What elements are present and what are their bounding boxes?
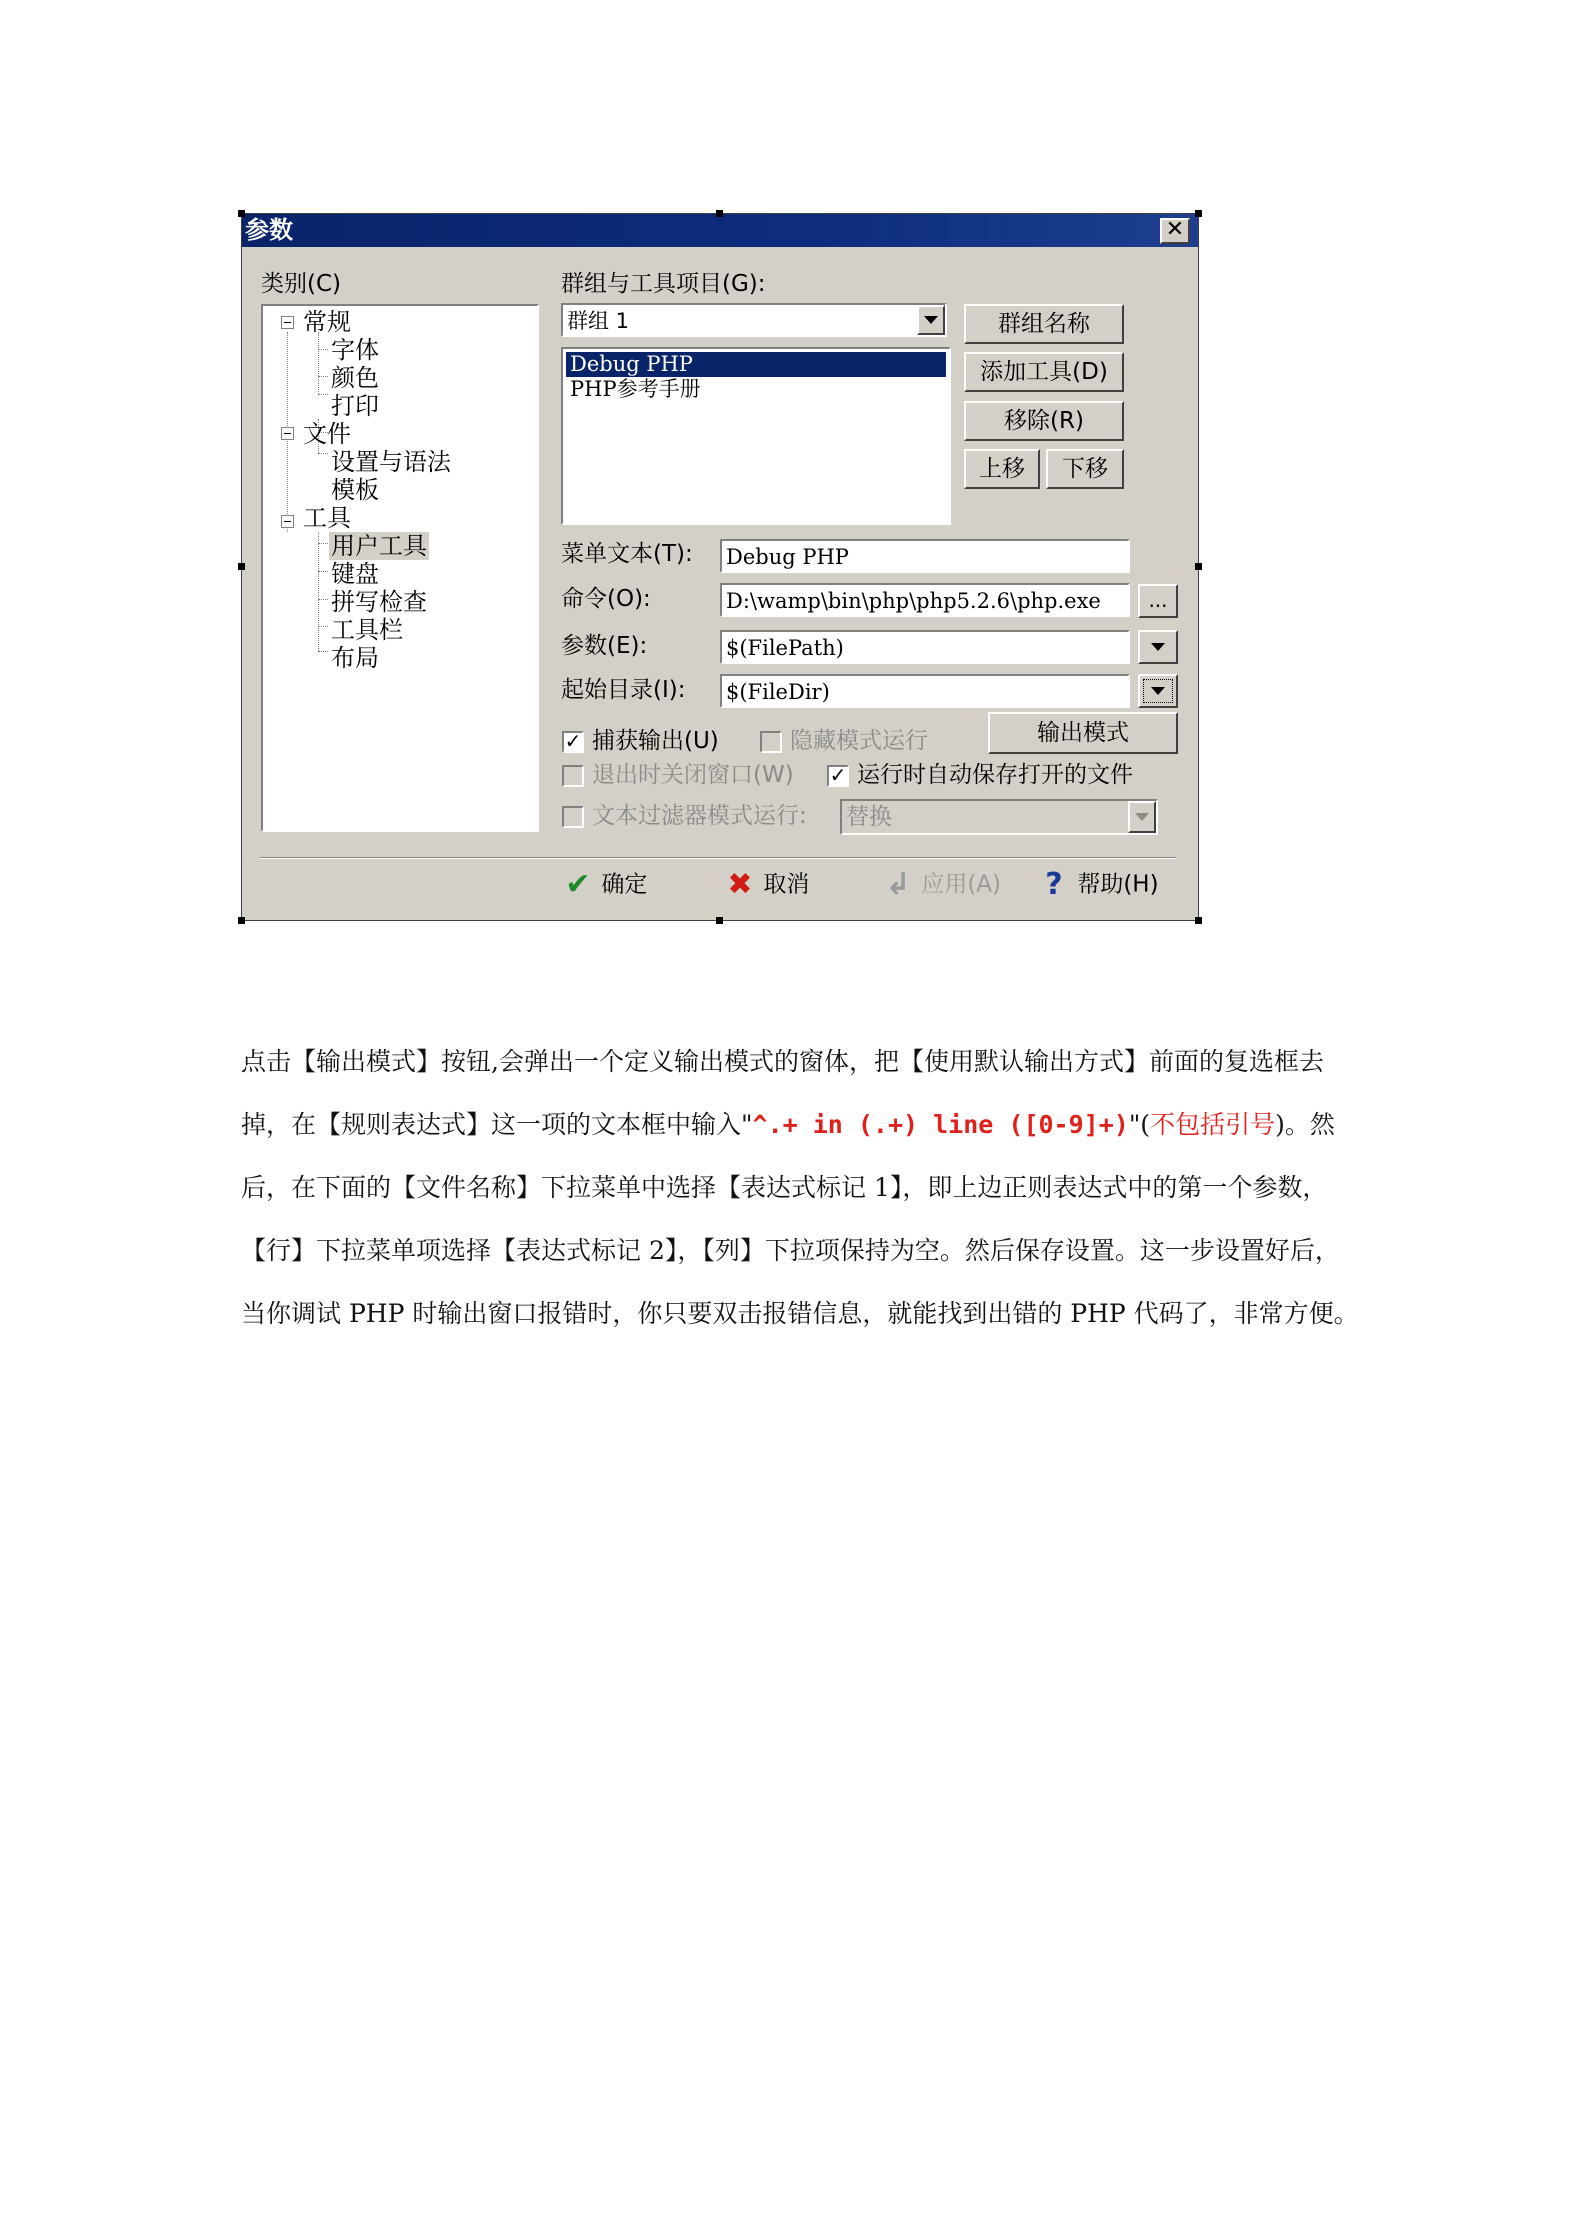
close-button[interactable]: [1160, 218, 1190, 244]
ok-label: 确定: [601, 871, 648, 898]
list-item-debug-php[interactable]: Debug PHP: [566, 352, 946, 377]
check-mark-icon: ✓: [829, 763, 847, 787]
paragraph-text-1: 点击【输出模式】按钮,会弹出一个定义输出模式的窗体，把【使用默认输出方式】前面的复选框去掉，在【规则表达式】这一项的文本框中输入": [241, 1047, 1324, 1139]
close-icon: ✕: [1165, 217, 1185, 242]
browse-command-button[interactable]: ...: [1138, 584, 1178, 618]
regex-code: ^.+ in (.+) line ([0-9]+): [752, 1110, 1129, 1139]
category-tree[interactable]: [261, 304, 539, 832]
tree-item-file[interactable]: 文件: [303, 420, 351, 448]
tree-item-keyboard[interactable]: 键盘: [331, 560, 379, 588]
filter-mode-select[interactable]: [840, 799, 1158, 835]
command-label: 命令(O):: [561, 586, 651, 612]
tree-item-tools[interactable]: 工具: [303, 504, 351, 532]
text-filter-checkbox[interactable]: [562, 806, 584, 828]
group-select[interactable]: [561, 303, 947, 337]
list-item-php-manual[interactable]: PHP参考手册: [570, 377, 701, 401]
tree-item-general[interactable]: 常规: [303, 308, 351, 336]
start-dir-value: $(FileDir): [726, 680, 830, 704]
help-label: 帮助(H): [1077, 871, 1159, 898]
capture-output-label[interactable]: 捕获输出(U): [592, 728, 719, 754]
apply-button[interactable]: [882, 866, 1001, 902]
group-name-button[interactable]: 群组名称: [964, 304, 1124, 344]
dialog-title: 参数: [242, 214, 1198, 247]
ok-button[interactable]: [562, 866, 648, 902]
cancel-button[interactable]: [724, 866, 810, 902]
group-tools-label: 群组与工具项目(G):: [561, 271, 766, 297]
chevron-down-icon: [1151, 643, 1165, 651]
resize-handle: [238, 563, 245, 570]
hidden-mode-checkbox[interactable]: [760, 731, 782, 753]
start-dir-dropdown-button[interactable]: [1138, 674, 1178, 708]
tree-item-user-tools[interactable]: 用户工具: [331, 532, 427, 560]
tree-item-print[interactable]: 打印: [331, 392, 379, 420]
tree-item-color[interactable]: 颜色: [331, 364, 379, 392]
help-button[interactable]: [1038, 866, 1159, 902]
tree-item-layout[interactable]: 布局: [331, 644, 379, 672]
category-label: 类别(C): [261, 271, 342, 297]
text-filter-label[interactable]: 文本过滤器模式运行:: [592, 803, 807, 829]
collapse-tools-icon[interactable]: [281, 515, 294, 528]
resize-handle: [716, 210, 723, 217]
check-mark-icon: ✓: [564, 729, 582, 753]
group-dropdown-button[interactable]: [917, 305, 945, 335]
menu-text-label: 菜单文本(T):: [561, 541, 693, 567]
menu-text-input[interactable]: [720, 539, 1130, 573]
resize-handle: [238, 917, 245, 924]
help-question-icon: ?: [1045, 866, 1063, 902]
output-mode-button[interactable]: 输出模式: [988, 712, 1178, 754]
parameters-dialog: [241, 213, 1199, 921]
capture-output-checkbox[interactable]: [562, 731, 584, 753]
tree-item-font[interactable]: 字体: [331, 336, 379, 364]
collapse-file-icon[interactable]: [281, 427, 294, 440]
paragraph-text-2: "(: [1128, 1110, 1151, 1139]
command-input[interactable]: [720, 583, 1130, 617]
move-down-button[interactable]: 下移: [1046, 449, 1124, 489]
autosave-label[interactable]: 运行时自动保存打开的文件: [857, 762, 1133, 788]
resize-handle: [238, 210, 245, 217]
cancel-label: 取消: [763, 871, 810, 898]
apply-arrow-icon: ↲: [885, 866, 911, 902]
cancel-x-icon: ✖: [727, 866, 753, 902]
group-select-value: 群组 1: [567, 309, 630, 333]
arguments-dropdown-button[interactable]: [1138, 630, 1178, 664]
arguments-input[interactable]: [720, 630, 1130, 664]
add-tool-button[interactable]: 添加工具(D): [964, 352, 1124, 392]
instruction-paragraph: [241, 1030, 1361, 1345]
arguments-value: $(FilePath): [726, 636, 844, 660]
command-value: D:\wamp\bin\php\php5.2.6\php.exe: [726, 589, 1101, 613]
close-on-exit-label[interactable]: 退出时关闭窗口(W): [592, 762, 794, 788]
close-on-exit-checkbox[interactable]: [562, 765, 584, 787]
start-dir-label: 起始目录(I):: [561, 677, 686, 703]
collapse-general-icon[interactable]: [281, 316, 294, 329]
resize-handle: [716, 917, 723, 924]
move-up-button[interactable]: 上移: [964, 449, 1040, 489]
hidden-mode-label[interactable]: 隐藏模式运行: [790, 728, 928, 754]
resize-handle: [1195, 563, 1202, 570]
apply-label: 应用(A): [921, 871, 1001, 898]
tree-item-settings-syntax[interactable]: 设置与语法: [331, 448, 451, 476]
chevron-down-icon: [1151, 687, 1165, 695]
chevron-down-icon: [1135, 813, 1149, 821]
resize-handle: [1195, 210, 1202, 217]
tool-items-list[interactable]: [561, 347, 951, 525]
chevron-down-icon: [924, 316, 938, 324]
tree-item-spellcheck[interactable]: 拼写检查: [331, 588, 427, 616]
menu-text-value: Debug PHP: [726, 545, 849, 569]
autosave-checkbox[interactable]: [827, 765, 849, 787]
footer-divider: [260, 857, 1176, 859]
tree-item-toolbar[interactable]: 工具栏: [331, 616, 403, 644]
remove-button[interactable]: 移除(R): [964, 401, 1124, 441]
arguments-label: 参数(E):: [561, 633, 648, 659]
filter-dropdown-button[interactable]: [1128, 801, 1156, 833]
quote-note: 不包括引号: [1150, 1110, 1276, 1139]
start-dir-input[interactable]: [720, 674, 1130, 708]
tree-item-template[interactable]: 模板: [331, 476, 379, 504]
checkmark-icon: ✔: [565, 866, 591, 902]
resize-handle: [1195, 917, 1202, 924]
paragraph-text-3: )。然后，在下面的【文件名称】下拉菜单中选择【表达式标记 1】，即上边正则表达式中的第一个参数，【行】下拉菜单项选择【表达式标记 2】，【列】下拉项保持为空。然后保存设置。这一步设置好后，当你调试 PHP 时输出窗口报错时，你只要双击报错信息，就能找到出错的 PHP 代码了，非常方便。: [241, 1110, 1359, 1328]
filter-mode-value: 替换: [846, 804, 892, 830]
